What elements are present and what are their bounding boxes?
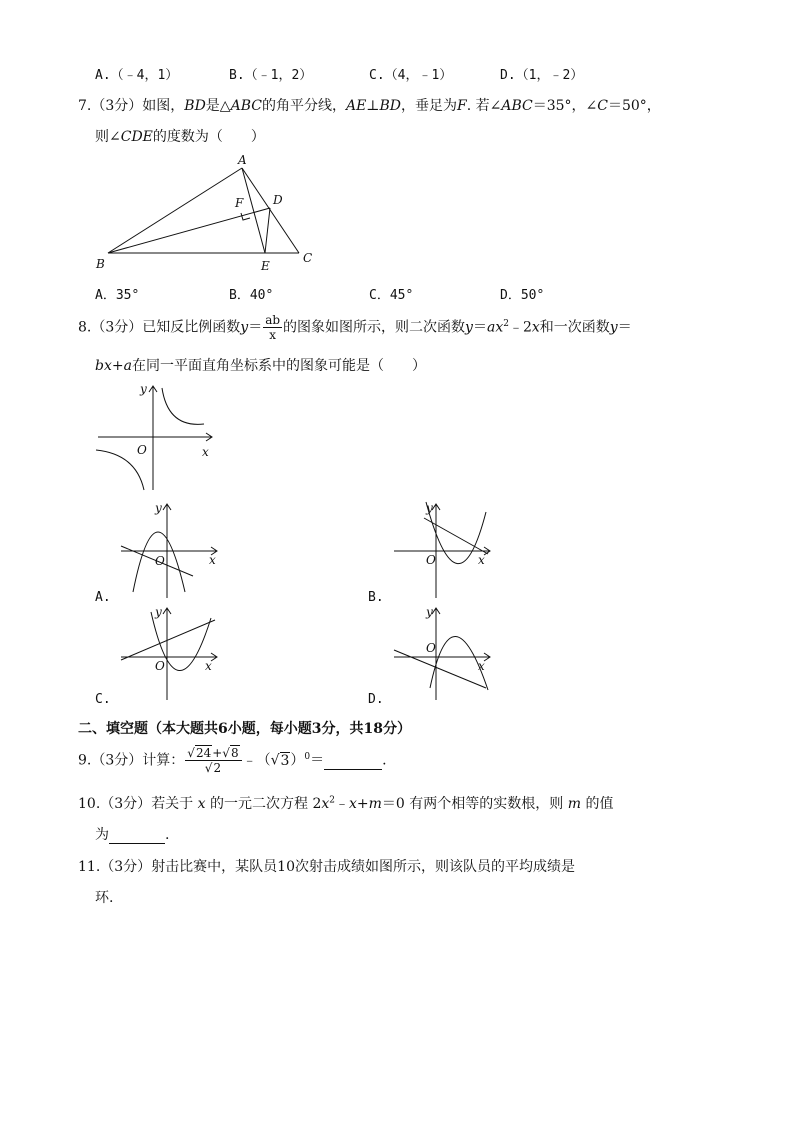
q6-option-b: B.（﹣1，2） bbox=[229, 68, 313, 83]
q8-line-2: bx+a在同一平面直角坐标系中的图象可能是（ ） bbox=[95, 358, 426, 374]
q8-graph-c-line bbox=[121, 620, 215, 660]
svg-text:O: O bbox=[426, 641, 436, 655]
q9-fraction: $\frac{√24+√8}{√2}$ bbox=[185, 746, 241, 775]
svg-text:x: x bbox=[202, 445, 209, 459]
q8-reference-graph bbox=[90, 380, 220, 495]
svg-text:y: y bbox=[426, 605, 433, 619]
q8-graph-a bbox=[115, 500, 225, 600]
q6-option-a: A.（﹣4，1） bbox=[95, 68, 179, 83]
q8-line-1: 8.（3分）已知反比例函数y＝ $\frac{ab}{x}$ 的图象如图所示，则二次函数$y=ax^2﹣2x$和一次函数y＝ bbox=[78, 313, 632, 342]
svg-text:O: O bbox=[155, 554, 165, 568]
q7-label-a: A bbox=[238, 153, 247, 167]
q7-line-2: 则∠CDE的度数为（ ） bbox=[95, 129, 265, 145]
q7-label-c: C bbox=[303, 251, 313, 265]
q8-graph-c bbox=[115, 600, 225, 700]
q7-triangle-figure bbox=[90, 152, 330, 277]
q7-label-e: E bbox=[261, 259, 270, 273]
section-2-heading: 二、填空题（本大题共6小题，每小题3分，共18分） bbox=[78, 721, 411, 737]
q8-hyperbola-upper bbox=[162, 388, 204, 424]
q8-option-c-label: C. bbox=[95, 692, 111, 707]
q11-line-2: 环. bbox=[95, 890, 114, 906]
q8-option-d-label: D. bbox=[368, 692, 384, 707]
q11-line-1: 11.（3分）射击比赛中，某队员10次射击成绩如图所示，则该队员的平均成绩是 bbox=[78, 859, 576, 875]
svg-text:y: y bbox=[140, 382, 147, 396]
q7-segment-ab bbox=[108, 168, 242, 253]
svg-text:x: x bbox=[478, 659, 485, 673]
svg-text:O: O bbox=[426, 553, 436, 567]
q9-line: 9.（3分）计算： $\frac{√24+√8}{√2}$ $﹣(√3)^0=$ . bbox=[78, 746, 387, 775]
svg-text:x: x bbox=[205, 659, 212, 673]
q7-option-d: D．50° bbox=[500, 288, 545, 303]
q7-option-c: C．45° bbox=[369, 288, 414, 303]
q8-option-b-label: B. bbox=[368, 590, 384, 605]
svg-text:O: O bbox=[155, 659, 165, 673]
svg-text:O: O bbox=[137, 443, 147, 457]
q7-segment-bd bbox=[108, 208, 270, 253]
q8-graph-d-line bbox=[394, 650, 486, 688]
q7-label-f: F bbox=[235, 196, 244, 210]
q10-line-2: 为 . bbox=[95, 827, 170, 843]
q10-line-1: 10.（3分）若关于 x 的一元二次方程 $2x^2﹣x+m=0$ 有两个相等的实数根，则 m 的值 bbox=[78, 795, 614, 812]
q9-answer-blank[interactable] bbox=[324, 753, 382, 770]
q7-segment-de bbox=[265, 208, 270, 253]
q7-option-a: A．35° bbox=[95, 288, 140, 303]
q8-graph-b bbox=[388, 500, 498, 600]
q8-graph-d bbox=[388, 600, 498, 700]
svg-text:x: x bbox=[209, 553, 216, 567]
svg-text:x: x bbox=[478, 553, 485, 567]
q7-segment-ac bbox=[242, 168, 299, 253]
q8-option-a-label: A. bbox=[95, 590, 111, 605]
q7-label-b: B bbox=[96, 257, 105, 271]
q8-fraction: $\frac{ab}{x}$ bbox=[265, 313, 281, 342]
q6-option-d: D.（1，﹣2） bbox=[500, 68, 584, 83]
q7-line-1: 7.（3分）如图，BD是△ABC的角平分线，AE⊥BD，垂足为F. 若∠ABC＝35°，∠C＝50°， bbox=[78, 98, 661, 114]
q6-option-c: C.（4，﹣1） bbox=[369, 68, 453, 83]
q10-answer-blank[interactable] bbox=[109, 827, 165, 844]
q7-option-b: B．40° bbox=[229, 288, 274, 303]
q7-label-d: D bbox=[273, 193, 283, 207]
svg-text:y: y bbox=[155, 605, 162, 619]
svg-text:y: y bbox=[155, 501, 162, 515]
svg-text:y: y bbox=[426, 501, 433, 515]
